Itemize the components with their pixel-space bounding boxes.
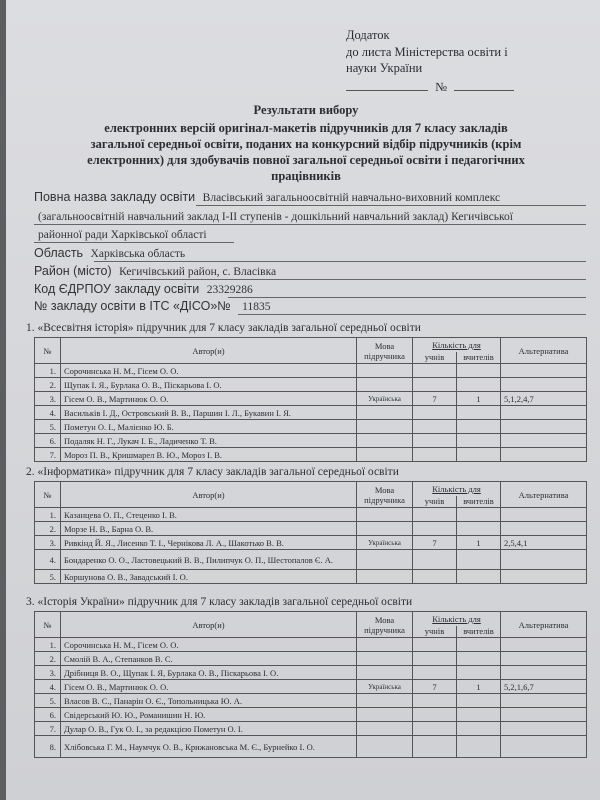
language-cell: [357, 708, 413, 722]
addendum-line: Додаток: [346, 28, 390, 42]
row-number: 1.: [35, 508, 61, 522]
row-number: 1.: [35, 364, 61, 378]
students-cell: [413, 652, 457, 666]
students-cell: [413, 378, 457, 392]
school-name-cont: [38, 227, 207, 241]
alternative-cell: [501, 638, 587, 652]
col-author: Автор(и): [61, 482, 357, 508]
oblast-value: Харківська область: [90, 248, 186, 260]
students-cell: [413, 550, 457, 570]
language-cell: [357, 508, 413, 522]
author-cell: Васильків І. Д., Островський В. В., Паршин І. Л., Букавин І. Я.: [61, 406, 357, 420]
itc-value: 11835: [242, 301, 271, 313]
oblast-label: Область: [34, 246, 84, 260]
students-cell: [413, 666, 457, 680]
language-cell: [357, 378, 413, 392]
addendum-line: науки України: [346, 61, 423, 75]
alternative-cell: [501, 364, 587, 378]
table-row: [35, 536, 587, 550]
students-cell: 7: [413, 680, 457, 694]
teachers-cell: 1: [457, 392, 501, 406]
school-name-value: районної ради Харківської області: [38, 229, 207, 241]
author-cell: Хлібовська Г. М., Наумчук О. В., Крижановська М. Є., Бурнейко І. О.: [61, 736, 357, 758]
rayon-field: [34, 264, 276, 278]
students-cell: [413, 736, 457, 758]
language-cell: [357, 666, 413, 680]
table-row: [35, 652, 587, 666]
alternative-cell: [501, 708, 587, 722]
language-cell: [357, 406, 413, 420]
number-sign: №: [435, 79, 448, 94]
author-cell: Ривкінд Й. Я., Лисенко Т. І., Чернікова Л. А., Шакотько В. В.: [61, 536, 357, 550]
row-number: 4.: [35, 680, 61, 694]
row-number: 7.: [35, 448, 61, 462]
language-cell: [357, 694, 413, 708]
row-number: 3.: [35, 392, 61, 406]
title-line: електронних) для здобувачів повної загальної середньої освіти і педагогічних: [87, 153, 525, 167]
language-cell: [357, 364, 413, 378]
blank-date: [346, 90, 428, 91]
language-cell: [357, 448, 413, 462]
teachers-cell: [457, 378, 501, 392]
teachers-cell: 1: [457, 536, 501, 550]
alternative-cell: [501, 434, 587, 448]
school-name-value: Власівський загальноосвітній навчально-виховний комплекс: [202, 192, 501, 204]
school-name-cont: [38, 209, 513, 223]
col-students: учнів: [413, 626, 457, 638]
alternative-cell: [501, 420, 587, 434]
author-cell: Гісем О. В., Мартинюк О. О.: [61, 680, 357, 694]
col-language-l1: Мова: [374, 484, 395, 495]
alternative-cell: [501, 550, 587, 570]
author-cell: Смолій В. А., Степанков В. С.: [61, 652, 357, 666]
students-cell: [413, 638, 457, 652]
teachers-cell: [457, 570, 501, 584]
teachers-cell: [457, 550, 501, 570]
rayon-label: Район (місто): [34, 264, 112, 278]
row-number: 8.: [35, 736, 61, 758]
section-title: 2. «Інформатика» підручник для 7 класу закладів загальної середньої освіти: [26, 466, 399, 478]
row-number: 3.: [35, 536, 61, 550]
col-teachers: вчителів: [457, 496, 501, 508]
col-language-l2: підручника: [364, 350, 405, 361]
students-cell: 7: [413, 392, 457, 406]
teachers-cell: [457, 694, 501, 708]
title-line: працівників: [271, 169, 341, 183]
table-row: [35, 722, 587, 736]
school-name-value: (загальноосвітній навчальний заклад І-ІІ ступенів - дошкільний навчальний заклад) Кегичівської: [38, 211, 513, 223]
language-cell: [357, 550, 413, 570]
alternative-cell: [501, 406, 587, 420]
table-row: [35, 550, 587, 570]
school-name-label: Повна назва закладу освіти: [34, 190, 196, 204]
alternative-cell: [501, 694, 587, 708]
table-row: [35, 406, 587, 420]
students-cell: [413, 522, 457, 536]
col-language: [357, 612, 413, 638]
teachers-cell: [457, 666, 501, 680]
row-number: 2.: [35, 652, 61, 666]
row-number: 6.: [35, 434, 61, 448]
table-row: [35, 694, 587, 708]
header-row: [35, 482, 587, 496]
language-cell: [357, 638, 413, 652]
language-cell: Українська: [357, 536, 413, 550]
teachers-cell: [457, 708, 501, 722]
row-number: 7.: [35, 722, 61, 736]
table-row: [35, 708, 587, 722]
table-row: [35, 680, 587, 694]
students-cell: [413, 434, 457, 448]
row-number: 4.: [35, 550, 61, 570]
author-cell: Морзе Н. В., Барна О. В.: [61, 522, 357, 536]
language-cell: [357, 420, 413, 434]
underline: [238, 314, 586, 315]
table-row: [35, 420, 587, 434]
author-cell: Мороз П. В., Кришмарел В. Ю., Мороз І. В.: [61, 448, 357, 462]
col-language-l1: Мова: [374, 614, 395, 625]
language-cell: [357, 652, 413, 666]
col-language-l2: підручника: [364, 494, 405, 505]
col-teachers: вчителів: [457, 626, 501, 638]
header-row: [35, 338, 587, 352]
alternative-cell: [501, 508, 587, 522]
itc-label: № закладу освіти в ІТС «ДІСО»№: [34, 299, 231, 313]
alternative-cell: 5,1,2,4,7: [501, 392, 587, 406]
teachers-cell: [457, 508, 501, 522]
underline: [196, 205, 586, 206]
row-number: 2.: [35, 378, 61, 392]
teachers-cell: [457, 652, 501, 666]
document-title: Результати вибору: [253, 103, 359, 117]
edrpou-value: 23329286: [206, 284, 253, 296]
students-cell: 7: [413, 536, 457, 550]
col-alternative: Альтернатива: [501, 482, 587, 508]
author-cell: Гісем О. В., Мартинюк О. О.: [61, 392, 357, 406]
table-row: [35, 364, 587, 378]
underline: [228, 297, 586, 298]
col-language-l2: підручника: [364, 624, 405, 635]
alternative-cell: [501, 570, 587, 584]
col-author: Автор(и): [61, 338, 357, 364]
students-cell: [413, 364, 457, 378]
row-number: 4.: [35, 406, 61, 420]
teachers-cell: [457, 736, 501, 758]
col-teachers: вчителів: [457, 352, 501, 364]
language-cell: [357, 434, 413, 448]
col-num: №: [35, 612, 61, 638]
row-number: 5.: [35, 694, 61, 708]
alternative-cell: [501, 666, 587, 680]
col-quantity: Кількість для: [413, 338, 501, 352]
alternative-cell: [501, 448, 587, 462]
language-cell: Українська: [357, 680, 413, 694]
students-cell: [413, 694, 457, 708]
teachers-cell: [457, 448, 501, 462]
row-number: 2.: [35, 522, 61, 536]
students-cell: [413, 406, 457, 420]
row-number: 5.: [35, 420, 61, 434]
language-cell: Українська: [357, 392, 413, 406]
textbook-table: [34, 481, 587, 584]
row-number: 6.: [35, 708, 61, 722]
row-number: 1.: [35, 638, 61, 652]
blank-number: [454, 90, 514, 91]
language-cell: [357, 570, 413, 584]
table-row: [35, 508, 587, 522]
author-cell: Свідерський Ю. Ю., Романишин Н. Ю.: [61, 708, 357, 722]
teachers-cell: [457, 420, 501, 434]
language-cell: [357, 722, 413, 736]
author-cell: Казанцева О. П., Стеценко І. В.: [61, 508, 357, 522]
table-row: [35, 378, 587, 392]
underline: [94, 261, 586, 262]
teachers-cell: [457, 434, 501, 448]
col-num: №: [35, 338, 61, 364]
section-title: 3. «Історія України» підручник для 7 класу закладів загальної середньої освіти: [26, 596, 413, 608]
col-alternative: Альтернатива: [501, 338, 587, 364]
author-cell: Бондаренко О. О., Ластовецький В. В., Пилипчук О. П., Шестопалов Є. А.: [61, 550, 357, 570]
teachers-cell: 1: [457, 680, 501, 694]
language-cell: [357, 736, 413, 758]
teachers-cell: [457, 722, 501, 736]
author-cell: Дулар О. В., Гук О. І., за редакцією Пометун О. І.: [61, 722, 357, 736]
teachers-cell: [457, 522, 501, 536]
author-cell: Дрібниця В. О., Щупак І. Я, Бурлака О. В., Піскарьова І. О.: [61, 666, 357, 680]
addendum-line: до листа Міністерства освіти і: [346, 44, 508, 59]
alternative-cell: 2,5,4,1: [501, 536, 587, 550]
author-cell: Сорочинська Н. М., Гісем О. О.: [61, 364, 357, 378]
title-line: електронних версій оригінал-макетів підручників для 7 класу закладів: [104, 121, 508, 135]
table-row: [35, 638, 587, 652]
alternative-cell: [501, 736, 587, 758]
col-language-l1: Мова: [374, 340, 395, 351]
table-row: [35, 434, 587, 448]
author-cell: Сорочинська Н. М., Гісем О. О.: [61, 638, 357, 652]
alternative-cell: 5,2,1,6,7: [501, 680, 587, 694]
col-quantity: Кількість для: [413, 612, 501, 626]
author-cell: Подаляк Н. Г., Лукач І. Б., Ладиченко Т. В.: [61, 434, 357, 448]
col-num: №: [35, 482, 61, 508]
alternative-cell: [501, 722, 587, 736]
table-row: [35, 522, 587, 536]
students-cell: [413, 570, 457, 584]
table-row: [35, 666, 587, 680]
col-students: учнів: [413, 496, 457, 508]
alternative-cell: [501, 522, 587, 536]
col-students: учнів: [413, 352, 457, 364]
letter-number-line: [346, 79, 514, 96]
row-number: 5.: [35, 570, 61, 584]
students-cell: [413, 448, 457, 462]
teachers-cell: [457, 364, 501, 378]
language-cell: [357, 522, 413, 536]
textbook-table: [34, 611, 587, 758]
school-name-field: [34, 190, 500, 204]
col-quantity: Кількість для: [413, 482, 501, 496]
students-cell: [413, 708, 457, 722]
textbook-table: [34, 337, 587, 462]
col-alternative: Альтернатива: [501, 612, 587, 638]
document-page: [6, 0, 600, 800]
title-line: загальної середньої освіти, поданих на конкурсний відбір підручників (крім: [90, 137, 522, 151]
table-row: [35, 736, 587, 758]
section-title: 1. «Всесвітня історія» підручник для 7 класу закладів загальної середньої освіти: [26, 322, 421, 334]
underline: [34, 242, 234, 243]
oblast-field: [34, 246, 185, 260]
col-author: Автор(и): [61, 612, 357, 638]
author-cell: Пометун О. І., Малієнко Ю. Б.: [61, 420, 357, 434]
edrpou-field: [34, 282, 253, 296]
rayon-value: Кегичівський район, с. Власівка: [119, 266, 277, 278]
author-cell: Власов В. С., Панарін О. Є., Топольницька Ю. А.: [61, 694, 357, 708]
addendum-block: [346, 27, 514, 95]
author-cell: Коршунова О. В., Завадський І. О.: [61, 570, 357, 584]
teachers-cell: [457, 638, 501, 652]
alternative-cell: [501, 378, 587, 392]
header-row: [35, 612, 587, 626]
teachers-cell: [457, 406, 501, 420]
col-language: [357, 338, 413, 364]
underline: [34, 224, 586, 225]
alternative-cell: [501, 652, 587, 666]
itc-field: [34, 299, 271, 313]
students-cell: [413, 508, 457, 522]
table-row: [35, 392, 587, 406]
author-cell: Щупак І. Я., Бурлака О. В., Піскарьова І. О.: [61, 378, 357, 392]
row-number: 3.: [35, 666, 61, 680]
students-cell: [413, 420, 457, 434]
col-language: [357, 482, 413, 508]
table-row: [35, 570, 587, 584]
table-row: [35, 448, 587, 462]
edrpou-label: Код ЄДРПОУ закладу освіти: [34, 282, 200, 296]
students-cell: [413, 722, 457, 736]
underline: [130, 279, 586, 280]
